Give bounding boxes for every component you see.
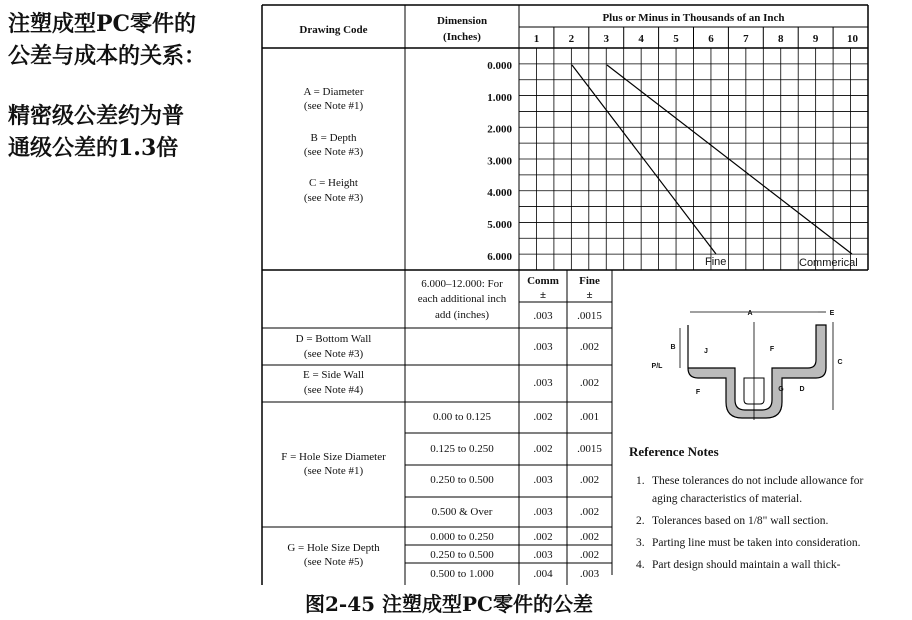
g-range: 0.250 to 0.500 (430, 549, 494, 561)
header-plus-minus: Plus or Minus in Thousands of an Inch (602, 12, 785, 24)
d-fine: .002 (579, 341, 600, 353)
code-c-note: (see Note #3) (303, 192, 364, 204)
reference-note (636, 472, 868, 508)
side-title-line-3: 精密级公差约为普 (8, 103, 185, 129)
code-a: A = Diameter (303, 86, 364, 98)
reference-note-text: Tolerances based on 1/8" wall section. (652, 515, 829, 527)
reference-note-text: Part design should maintain a wall thick- (652, 559, 841, 571)
code-g: G = Hole Size Depth (287, 542, 380, 554)
side-title-line-1: 注塑成型PC零件的 (8, 11, 197, 37)
reference-note-number: 4. (636, 559, 645, 571)
code-e: E = Side Wall (302, 369, 365, 381)
code-g-note: (see Note #5) (303, 556, 364, 568)
code-b: B = Depth (310, 132, 357, 144)
f-range: 0.500 & Over (431, 506, 493, 518)
reference-note-text: Parting line must be taken into consideration. (652, 537, 861, 549)
g-range: 0.000 to 0.250 (430, 531, 494, 543)
fine-label: Fine (705, 256, 727, 268)
code-d: D = Bottom Wall (295, 333, 372, 345)
code-e-note: (see Note #4) (303, 384, 364, 396)
dim-j-label: J (704, 348, 708, 355)
g-comm: .004 (533, 568, 553, 580)
extra-fine: .0015 (577, 310, 602, 322)
f-fine: .002 (579, 474, 600, 486)
scale-label-7: 7 (743, 33, 749, 45)
dim-e-label: E (829, 310, 835, 317)
reference-notes-list (636, 472, 868, 578)
parting-line-label: P/L (651, 363, 663, 370)
scale-label-3: 3 (603, 33, 609, 45)
g-comm: .002 (533, 531, 553, 543)
f-comm: .003 (533, 506, 553, 518)
code-b-note: (see Note #3) (303, 146, 364, 158)
dim-f-bottom-label: F (695, 389, 701, 396)
reference-note-number: 1. (636, 475, 645, 487)
scale-label-4: 4 (638, 33, 644, 45)
code-d-note: (see Note #3) (303, 348, 364, 360)
dim-d-label: D (799, 386, 805, 393)
scale-label-5: 5 (673, 33, 679, 45)
scale-label-9: 9 (812, 33, 819, 45)
dim-f-top-label: F (769, 346, 775, 353)
scale-label-8: 8 (778, 33, 784, 45)
dim-label: 2.000 (487, 123, 512, 136)
scale-label-10: 10 (847, 33, 859, 45)
code-c: C = Height (309, 177, 358, 189)
commercial-label: Commerical (799, 257, 858, 269)
side-title-line-2: 公差与成本的关系： (8, 43, 207, 69)
comm-head: Comm (527, 275, 559, 287)
dim-label: 6.000 (487, 250, 512, 263)
f-comm: .003 (533, 474, 553, 486)
code-f-note: (see Note #1) (303, 465, 364, 477)
extra-dim-3: add (inches) (434, 309, 490, 321)
extra-dim-2: each additional inch (417, 293, 507, 305)
side-title-line-4: 通级公差的1.3倍 (8, 135, 179, 161)
extra-dim-1: 6.000–12.000: For (421, 278, 503, 290)
comm-head-pm: ± (539, 289, 547, 301)
g-fine: .002 (579, 549, 600, 561)
fine-head-pm: ± (586, 289, 593, 301)
f-comm: .002 (533, 443, 553, 455)
dim-a-label: A (747, 310, 753, 317)
dim-label: 4.000 (487, 187, 512, 200)
e-comm: .003 (533, 377, 553, 389)
dim-label: 5.000 (487, 219, 512, 231)
f-range: 0.00 to 0.125 (432, 411, 492, 423)
extra-comm: .003 (533, 310, 553, 322)
dim-c-label: C (837, 359, 843, 366)
d-comm: .003 (533, 341, 553, 353)
g-range: 0.500 to 1.000 (430, 568, 494, 580)
reference-note-text: These tolerances do not include allowance for aging characteristics of material. (652, 475, 864, 505)
g-fine: .002 (579, 531, 600, 543)
dim-g-label: G (778, 386, 784, 393)
f-range: 0.250 to 0.500 (430, 474, 494, 486)
figure-caption: 图2-45 注塑成型PC零件的公差 (305, 592, 593, 616)
reference-note-number: 3. (636, 537, 645, 549)
dim-b-label: B (670, 344, 676, 351)
reference-note (636, 534, 868, 552)
reference-note (636, 556, 868, 574)
g-comm: .003 (533, 549, 553, 561)
f-range: 0.125 to 0.250 (430, 443, 494, 455)
g-fine: .003 (579, 568, 600, 580)
reference-notes-title: Reference Notes (629, 444, 719, 459)
scale-label-6: 6 (708, 33, 714, 45)
f-comm: .002 (533, 411, 553, 423)
code-f: F = Hole Size Diameter (281, 451, 386, 463)
code-a-note: (see Note #1) (303, 100, 364, 112)
reference-note (636, 512, 868, 530)
header-dimension: Dimension (436, 15, 488, 27)
dim-label: 3.000 (487, 155, 512, 168)
scale-label-1: 1 (533, 33, 540, 45)
reference-note-number: 2. (636, 515, 645, 527)
f-fine: .0015 (577, 443, 602, 455)
dim-label: 1.000 (487, 91, 512, 104)
header-drawing-code: Drawing Code (299, 24, 368, 36)
dim-label: 0.000 (487, 60, 512, 72)
f-fine: .001 (579, 411, 600, 423)
header-inches: (Inches) (443, 31, 481, 43)
scale-label-2: 2 (568, 33, 575, 45)
f-fine: .002 (579, 506, 600, 518)
e-fine: .002 (579, 377, 600, 389)
fine-head: Fine (579, 275, 600, 287)
